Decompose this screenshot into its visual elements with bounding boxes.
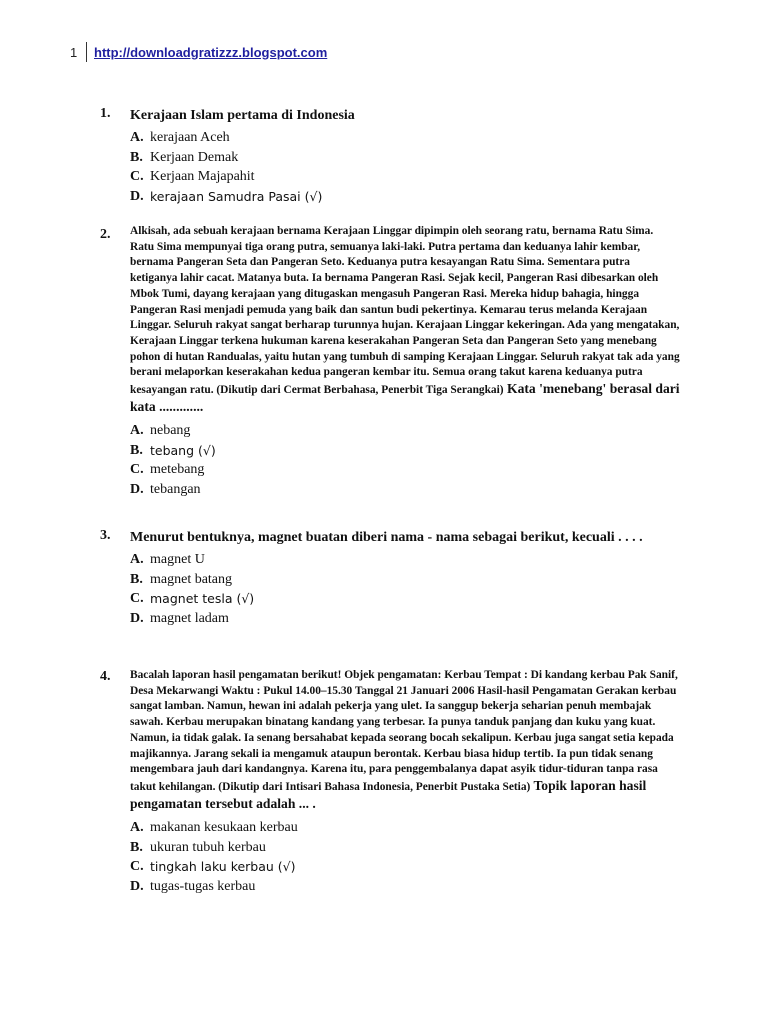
option-letter: D. — [130, 481, 144, 497]
option-a[interactable] — [130, 818, 680, 838]
option-text: tugas-tugas kerbau — [150, 878, 256, 894]
option-c[interactable] — [130, 857, 680, 877]
option-letter: D. — [130, 610, 144, 626]
option-letter: B. — [130, 571, 143, 587]
option-text: Kerjaan Majapahit — [150, 169, 255, 184]
question-3 — [100, 528, 680, 628]
option-letter: A. — [130, 820, 144, 836]
option-letter: D. — [130, 188, 144, 204]
option-text: kerajaan Aceh — [150, 130, 230, 145]
option-letter: C. — [130, 859, 144, 875]
options-list — [130, 818, 680, 896]
option-text: tebangan — [150, 481, 201, 497]
option-c[interactable] — [130, 167, 680, 187]
option-a[interactable] — [130, 128, 680, 148]
option-text: ukuran tubuh kerbau — [150, 839, 266, 855]
question-2 — [100, 224, 680, 499]
question-stem: Menurut bentuknya, magnet buatan diberi nama - nama sebagai berikut, kecuali . . . . — [130, 530, 643, 545]
passage-text: Bacalah laporan hasil pengamatan berikut! Objek pengamatan: Kerbau Tempat : Di kandang kerbau Pak Sanif, Desa Mekarwangi Waktu : Pukul 14.00–15.30 Tanggal 21 Januari 2006 Hasil-hasil Pengamatan Gerakan kerbau sangat lamban. Namun, hewan ini adalah pekerja yang ulet. Ia sanggup bekerja seharian penuh membajak sawah. Kerbau merupakan binatang kandang yang terbesar. Ia punya tanduk panjang dan kuku yang kuat. Namun, ia tidak galak. Ia senang bersahabat kepada seorang bocah sekalipun. Kerbau juga sangat setia kepada majikannya. Jarang sekali ia mengamuk ataupun berontak. Kerbau biasa hidup tertib. Ia pun tidak senang mengembara jauh dari kandangnya. Karena itu, para penggembalanya dapat asyik tidur-tiduran tanpa rasa takut kehilangan. (Dikutip dari Intisari Bahasa Indonesia, Penerbit Pustaka Setia) — [130, 669, 678, 793]
question-number: 3. — [100, 528, 111, 543]
option-c[interactable] — [130, 589, 680, 609]
option-text: makanan kesukaan kerbau — [150, 820, 298, 836]
option-text: nebang — [150, 423, 191, 439]
options-list — [130, 421, 680, 499]
option-c[interactable] — [130, 460, 680, 480]
option-text: Kerjaan Demak — [150, 149, 239, 165]
option-b[interactable] — [130, 570, 680, 590]
option-letter: C. — [130, 591, 144, 606]
option-text: magnet tesla (√) — [150, 591, 255, 606]
option-text: tingkah laku kerbau (√) — [150, 859, 296, 875]
question-stem: Kerajaan Islam pertama di Indonesia — [130, 108, 355, 123]
question-4 — [100, 668, 680, 896]
option-b[interactable] — [130, 441, 680, 461]
option-text: magnet U — [150, 552, 205, 567]
option-letter: B. — [130, 149, 143, 165]
option-text: tebang (√) — [150, 442, 216, 458]
option-letter: C. — [130, 462, 144, 478]
option-a[interactable] — [130, 550, 680, 570]
header-divider — [86, 42, 87, 62]
options-list — [130, 128, 680, 206]
option-letter: D. — [130, 878, 144, 894]
question-number: 2. — [100, 227, 111, 242]
option-text: metebang — [150, 462, 205, 478]
reading-passage — [130, 668, 680, 813]
question-prompt: Topik laporan hasil pengamatan tersebut adalah ... . — [130, 777, 647, 811]
option-text: magnet ladam — [150, 610, 229, 626]
option-d[interactable] — [130, 187, 680, 207]
option-b[interactable] — [130, 148, 680, 168]
page-number: 1 — [70, 44, 78, 60]
option-d[interactable] — [130, 480, 680, 500]
options-list — [130, 550, 680, 628]
question-number: 1. — [100, 106, 111, 121]
option-d[interactable] — [130, 877, 680, 897]
header-url-link[interactable]: http://downloadgratizzz.blogspot.com — [94, 44, 328, 60]
page-header — [70, 42, 327, 62]
option-text: magnet batang — [150, 571, 233, 587]
option-text: kerajaan Samudra Pasai (√) — [150, 188, 323, 204]
question-1 — [100, 106, 680, 206]
question-number: 4. — [100, 669, 111, 684]
option-letter: B. — [130, 839, 143, 855]
option-letter: A. — [130, 423, 144, 439]
option-d[interactable] — [130, 609, 680, 629]
option-letter: B. — [130, 442, 143, 458]
passage-text: Alkisah, ada sebuah kerajaan bernama Kerajaan Linggar dipimpin oleh seorang ratu, bernama Ratu Sima. Ratu Sima mempunyai tiga orang putra, semuanya laki-laki. Putra pertama dan keduanya lahir kembar, bernama Pangeran Seta dan Pangeran Seto. Keduanya putra kesayangan Ratu Sima. Sementara putra ketiganya lahir cacat. Matanya buta. Ia bernama Pangeran Rasi. Sejak kecil, Pangeran Rasi dibesarkan oleh Mbok Tumi, dayang kerajaan yang ditugaskan mengasuh Pangeran Rasi. Mereka hidup bahagia, hingga Pangeran Rasi menjadi pemuda yang baik dan santun budi pekertinya. Kemarau terus melanda Kerajaan Linggar. Seluruh rakyat sangat berharap turunnya hujan. Kerajaan Linggar kekeringan. Ada yang mengatakan, Kerajaan Linggar terkena hukuman karena keserakahan Pangeran Seta dan Pangeran Seto yang menebang pohon di hutan Randualas, yaitu hutan yang tumbuh di samping Kerajaan Linggar. Seluruh rakyat tak ada yang berani melaporkan keserakahan kedua pangeran kembar itu. Semua orang takut karena keduanya putra kesayangan ratu. (Dikutip dari Cermat Berbahasa, Penerbit Tiga Serangkai) — [130, 225, 680, 397]
question-prompt: Kata 'menebang' berasal dari kata ............. — [130, 381, 680, 414]
reading-passage — [130, 224, 680, 416]
option-letter: A. — [130, 130, 144, 145]
option-letter: C. — [130, 169, 144, 184]
option-letter: A. — [130, 552, 144, 567]
option-b[interactable] — [130, 838, 680, 858]
option-a[interactable] — [130, 421, 680, 441]
